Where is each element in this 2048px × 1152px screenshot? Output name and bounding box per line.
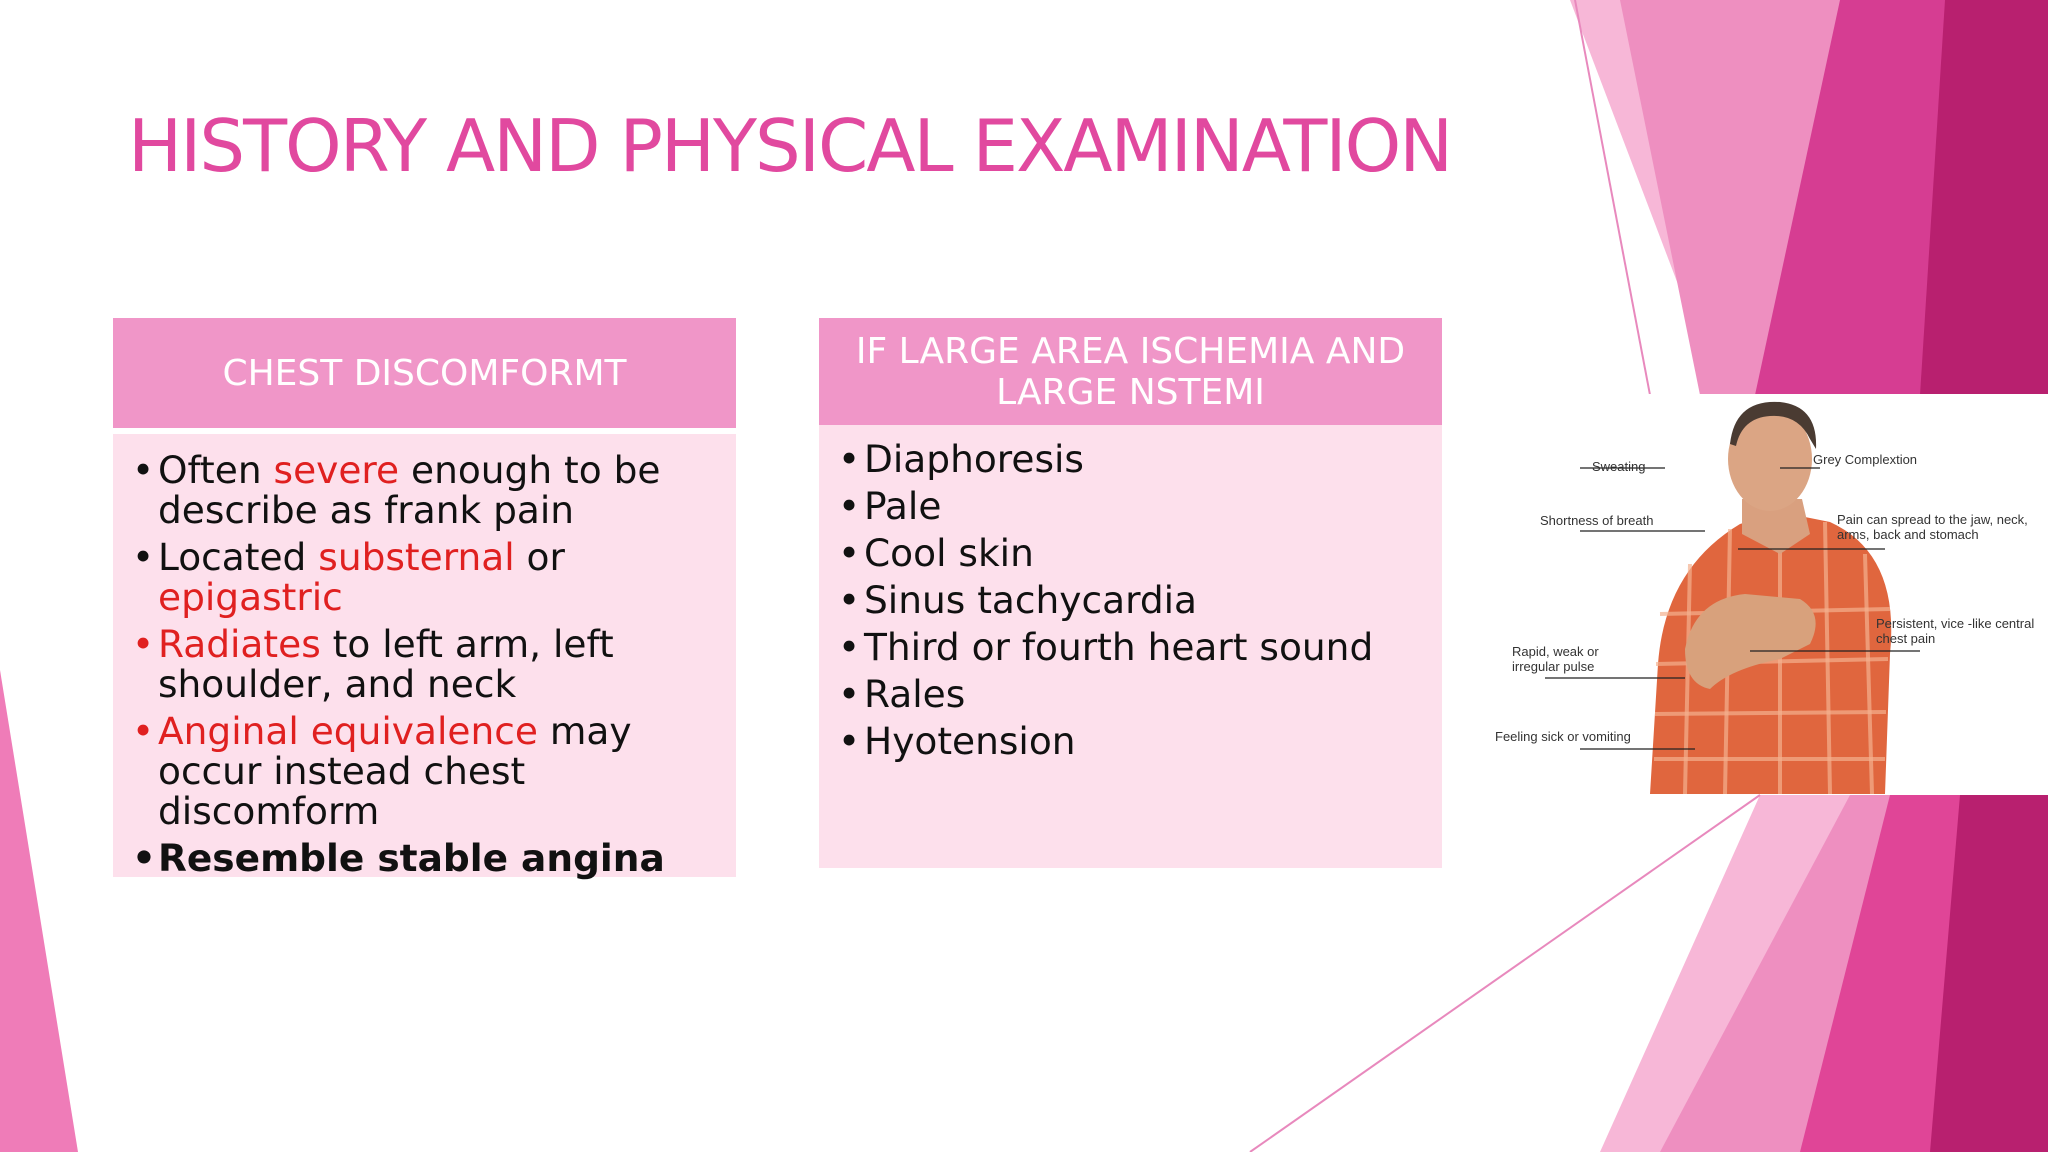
deco-left-edge: [0, 670, 78, 1152]
ischemia-list: [838, 437, 1438, 769]
label-pain-spread-line1: Pain can spread to the jaw, neck,: [1837, 512, 2028, 527]
label-persistent-pain: [1876, 616, 2046, 646]
highlight-text: substernal: [318, 535, 515, 579]
label-persistent-line2: chest pain: [1876, 631, 1936, 646]
ischemia-header-line1: IF LARGE AREA ISCHEMIA AND: [855, 330, 1406, 372]
list-item-text: enough to be describe as frank pain: [158, 448, 661, 532]
list-item-text: Often: [158, 448, 274, 492]
list-item: [132, 537, 732, 617]
symptom-figure: [1480, 394, 2048, 794]
highlight-text: Anginal equivalence: [158, 709, 538, 753]
slide-title: HISTORY AND PHYSICAL EXAMINATION: [128, 104, 1452, 188]
list-item-text: or: [514, 535, 565, 579]
label-persistent-line1: Persistent, vice -like central: [1876, 616, 2035, 631]
chest-discomfort-body: [113, 434, 736, 880]
list-item: • Diaphoresis: [838, 440, 1438, 478]
chest-discomfort-header-text: CHEST DISCOMFORMT: [222, 352, 627, 394]
chest-discomfort-list: [132, 450, 732, 885]
list-item: • Sinus tachycardia: [838, 581, 1438, 619]
list-item-text: to left arm, left shoulder, and neck: [158, 622, 614, 706]
label-sweating: Sweating: [1592, 459, 1646, 474]
list-item: [132, 838, 732, 878]
list-item: [132, 624, 732, 704]
label-pulse-line1: Rapid, weak or: [1512, 644, 1599, 659]
list-item-text: Resemble stable angina: [158, 836, 665, 880]
highlight-text: severe: [273, 448, 400, 492]
highlight-text: epigastric: [158, 575, 343, 619]
ischemia-header: [819, 318, 1442, 425]
list-item-text: may occur instead chest discomform: [158, 709, 632, 833]
label-pulse-line2: irregular pulse: [1512, 659, 1595, 674]
list-item: • Pale: [838, 487, 1438, 525]
chest-discomfort-header: [113, 318, 736, 428]
list-item: • Third or fourth heart sound: [838, 628, 1438, 666]
list-item: • Hyotension: [838, 722, 1438, 760]
label-pain-spread-line2: arms, back and stomach: [1837, 527, 1979, 542]
list-item: [132, 450, 732, 530]
label-shortness-of-breath: Shortness of breath: [1540, 513, 1654, 528]
list-item: • Rales: [838, 675, 1438, 713]
highlight-text: Radiates: [158, 622, 321, 666]
ischemia-body: [819, 425, 1442, 868]
list-item: • Cool skin: [838, 534, 1438, 572]
label-grey-complexion: Grey Complextion: [1813, 452, 1918, 467]
list-item: [132, 711, 732, 831]
label-pulse: [1512, 644, 1632, 674]
list-item-text: Located: [158, 535, 319, 579]
label-pain-spread: [1837, 512, 2042, 542]
ischemia-header-line2: LARGE NSTEMI: [996, 371, 1265, 413]
label-feeling-sick: Feeling sick or vomiting: [1495, 729, 1631, 744]
